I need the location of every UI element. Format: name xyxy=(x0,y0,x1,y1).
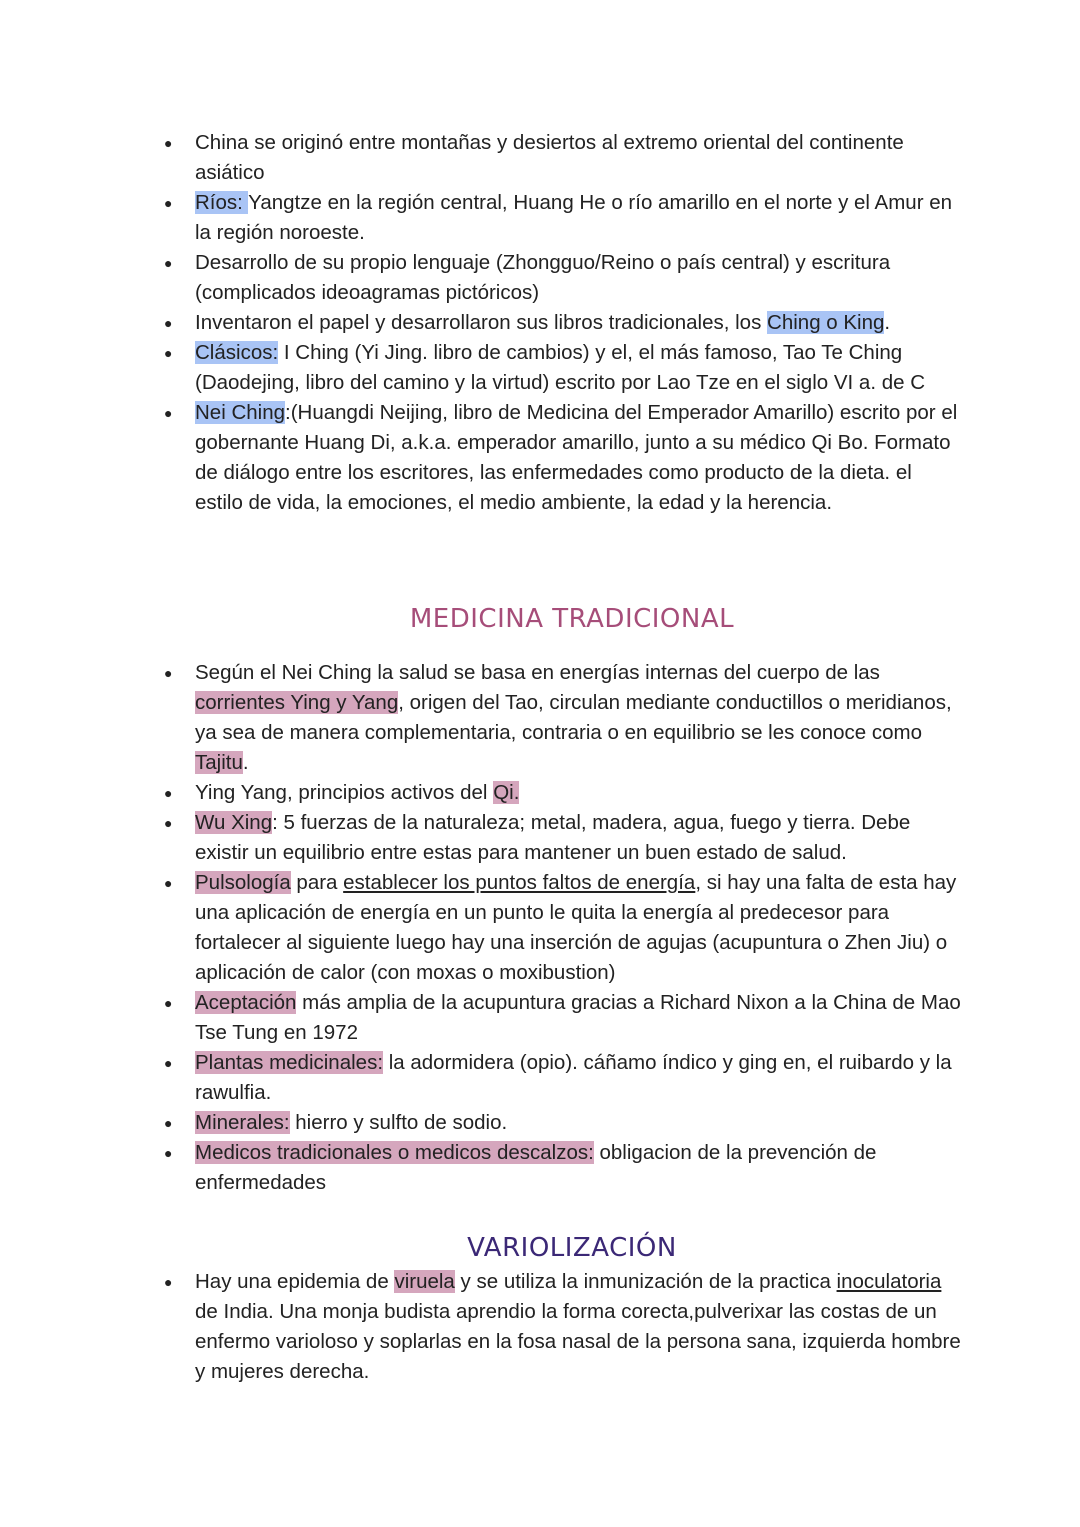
bullet-list-intro xyxy=(195,128,965,518)
highlight-pink: Pulsología xyxy=(195,871,291,894)
highlight-blue: Clásicos: xyxy=(195,341,279,364)
underlined-text: inoculatoria xyxy=(836,1270,942,1293)
list-item: ● Plantas medicinales: la adormidera (opio). cáñamo índico y ging en, el ruibardo y la rawulfia. xyxy=(195,1048,965,1108)
highlight-pink: Qi. xyxy=(493,781,520,804)
section-title-variolizacion: VARIOLIZACIÓN xyxy=(467,1233,677,1263)
highlight-blue: Nei Ching xyxy=(195,401,286,424)
highlight-pink: Medicos tradicionales o medicos descalzos: xyxy=(195,1141,594,1164)
list-item: ● Según el Nei Ching la salud se basa en energías internas del cuerpo de las corrientes Ying y Yang, origen del Tao, circulan mediante conductillos o meridianos, ya sea de manera complementaria, contraria o en equilibrio se les conoce como Tajitu. xyxy=(195,658,965,778)
list-item: ● Medicos tradicionales o medicos descalzos: obligacion de la prevención de enfermedades xyxy=(195,1138,965,1198)
highlight-pink: Aceptación xyxy=(195,991,297,1014)
list-item: ● Inventaron el papel y desarrollaron sus libros tradicionales, los Ching o King. xyxy=(195,308,965,338)
underlined-text: establecer los puntos faltos de energía xyxy=(343,871,696,894)
highlight-pink: Tajitu xyxy=(195,751,243,774)
list-item: ● Ríos: Yangtze en la región central, Huang He o río amarillo en el norte y el Amur en la región noroeste. xyxy=(195,188,965,248)
list-item: ● Minerales: hierro y sulfto de sodio. xyxy=(195,1108,965,1138)
highlight-pink: Plantas medicinales: xyxy=(195,1051,384,1074)
list-item: ● Desarrollo de su propio lenguaje (Zhongguo/Reino o país central) y escritura (complicados ideoagramas pictóricos) xyxy=(195,248,965,308)
highlight-pink: Minerales: xyxy=(195,1111,290,1134)
list-item: ● Ying Yang, principios activos del Qi. xyxy=(195,778,965,808)
section-title-medicina-tradicional: MEDICINA TRADICIONAL xyxy=(409,604,735,634)
highlight-blue: Ríos: xyxy=(195,191,249,214)
bullet-list-medicina xyxy=(195,658,965,1198)
highlight-blue: Ching o King xyxy=(767,311,885,334)
list-item: ● Hay una epidemia de viruela y se utiliza la inmunización de la practica inoculatoria de India. Una monja budista aprendio la forma corecta,pulverixar las costas de un enfermo varioloso y soplarlas en la fosa nasal de la persona sana, izquierda hombre y mujeres derecha. xyxy=(195,1267,965,1387)
list-item: ● Pulsología para establecer los puntos faltos de energía, si hay una falta de esta hay una aplicación de energía en un punto le quita la energía al predecesor para fortalecer al siguiente luego hay una inserción de agujas (acupuntura o Zhen Jiu) o aplicación de calor (con moxas o moxibustion) xyxy=(195,868,965,988)
list-item: ● Aceptación más amplia de la acupuntura gracias a Richard Nixon a la China de Mao Tse Tung en 1972 xyxy=(195,988,965,1048)
highlight-pink: Wu Xing xyxy=(195,811,273,834)
list-item: ● China se originó entre montañas y desiertos al extremo oriental del continente asiático xyxy=(195,128,965,188)
highlight-pink: corrientes Ying y Yang xyxy=(195,691,399,714)
list-item: ● Clásicos: I Ching (Yi Jing. libro de cambios) y el, el más famoso, Tao Te Ching (Daodejing, libro del camino y la virtud) escrito por Lao Tze en el siglo VI a. de C xyxy=(195,338,965,398)
highlight-pink: viruela xyxy=(394,1270,455,1293)
list-item: ● Nei Ching:(Huangdi Neijing, libro de Medicina del Emperador Amarillo) escrito por el gobernante Huang Di, a.k.a. emperador amarillo, junto a su médico Qi Bo. Formato de diálogo entre los escritores, las enfermedades como producto de la dieta. el estilo de vida, la emociones, el medio ambiente, la edad y la herencia. xyxy=(195,398,965,518)
bullet-list-variolizacion xyxy=(195,1267,965,1387)
list-item: ● Wu Xing: 5 fuerzas de la naturaleza; metal, madera, agua, fuego y tierra. Debe existir un equilibrio entre estas para mantener un buen estado de salud. xyxy=(195,808,965,868)
